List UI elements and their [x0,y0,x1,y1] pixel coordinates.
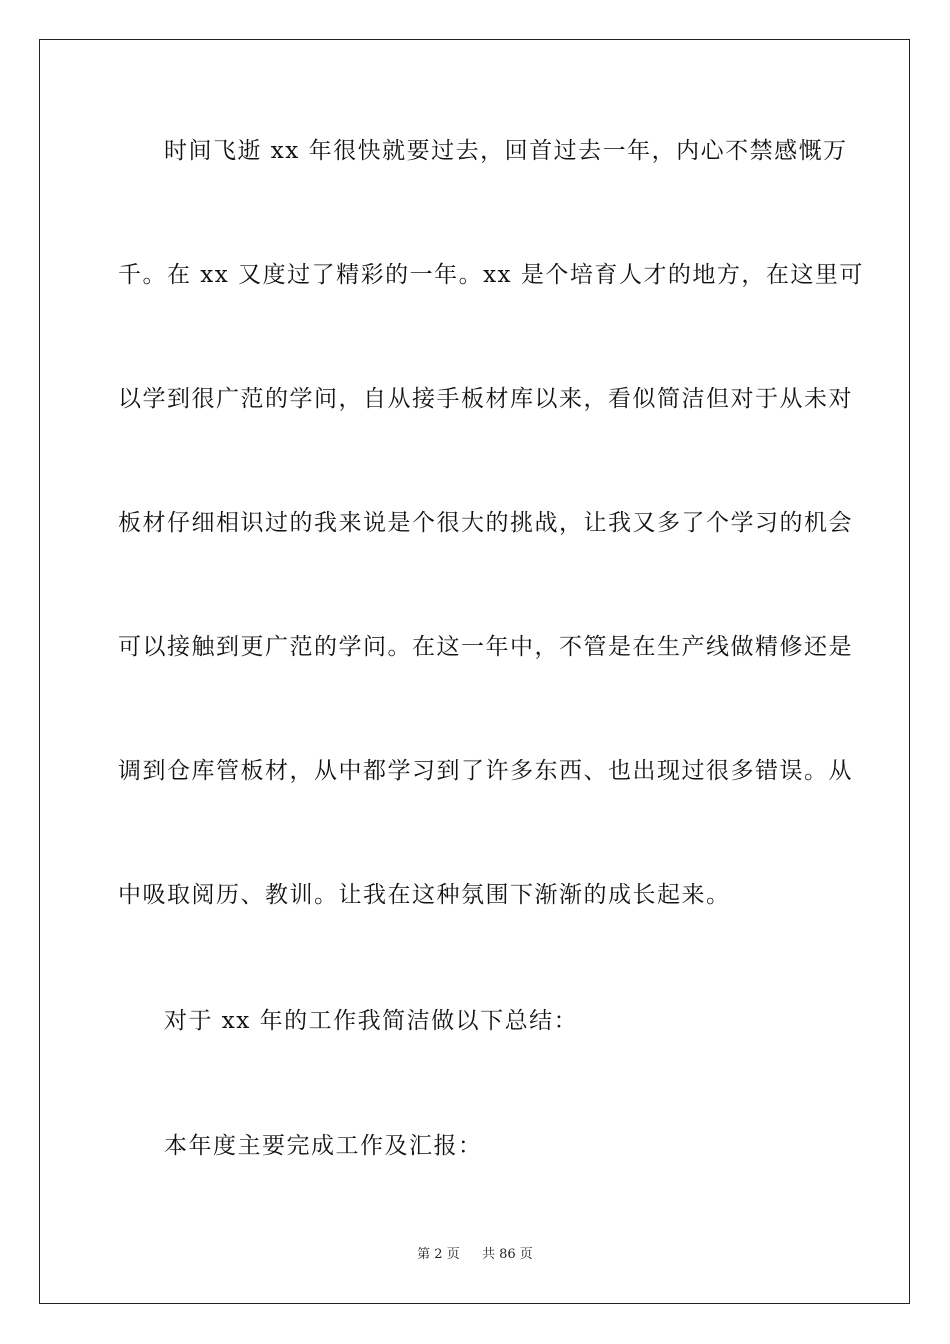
page-border [39,39,910,1304]
paragraph-line-3: 以学到很广范的学问，自从接手板材库以来，看似简洁但对于从未对 [118,386,853,412]
summary-intro-line: 对于 xx 年的工作我简洁做以下总结： [164,1008,579,1034]
paragraph-line-5: 可以接触到更广范的学问。在这一年中，不管是在生产线做精修还是 [118,634,853,660]
section-heading-line: 本年度主要完成工作及汇报： [164,1133,483,1159]
paragraph-line-7: 中吸取阅历、教训。让我在这种氛围下渐渐的成长起来。 [118,882,731,908]
paragraph-line-2: 千。在 xx 又度过了精彩的一年。xx 是个培育人才的地方，在这里可 [118,262,864,288]
page-number: 第 2 页 [417,1247,460,1262]
page-total: 共 86 页 [482,1247,533,1262]
paragraph-line-1: 时间飞逝 xx 年很快就要过去，回首过去一年，内心不禁感慨万 [164,138,848,164]
paragraph-line-4: 板材仔细相识过的我来说是个很大的挑战，让我又多了个学习的机会 [118,510,853,536]
paragraph-line-6: 调到仓库管板材，从中都学习到了许多东西、也出现过很多错误。从 [118,758,853,784]
page-footer [0,1246,950,1264]
